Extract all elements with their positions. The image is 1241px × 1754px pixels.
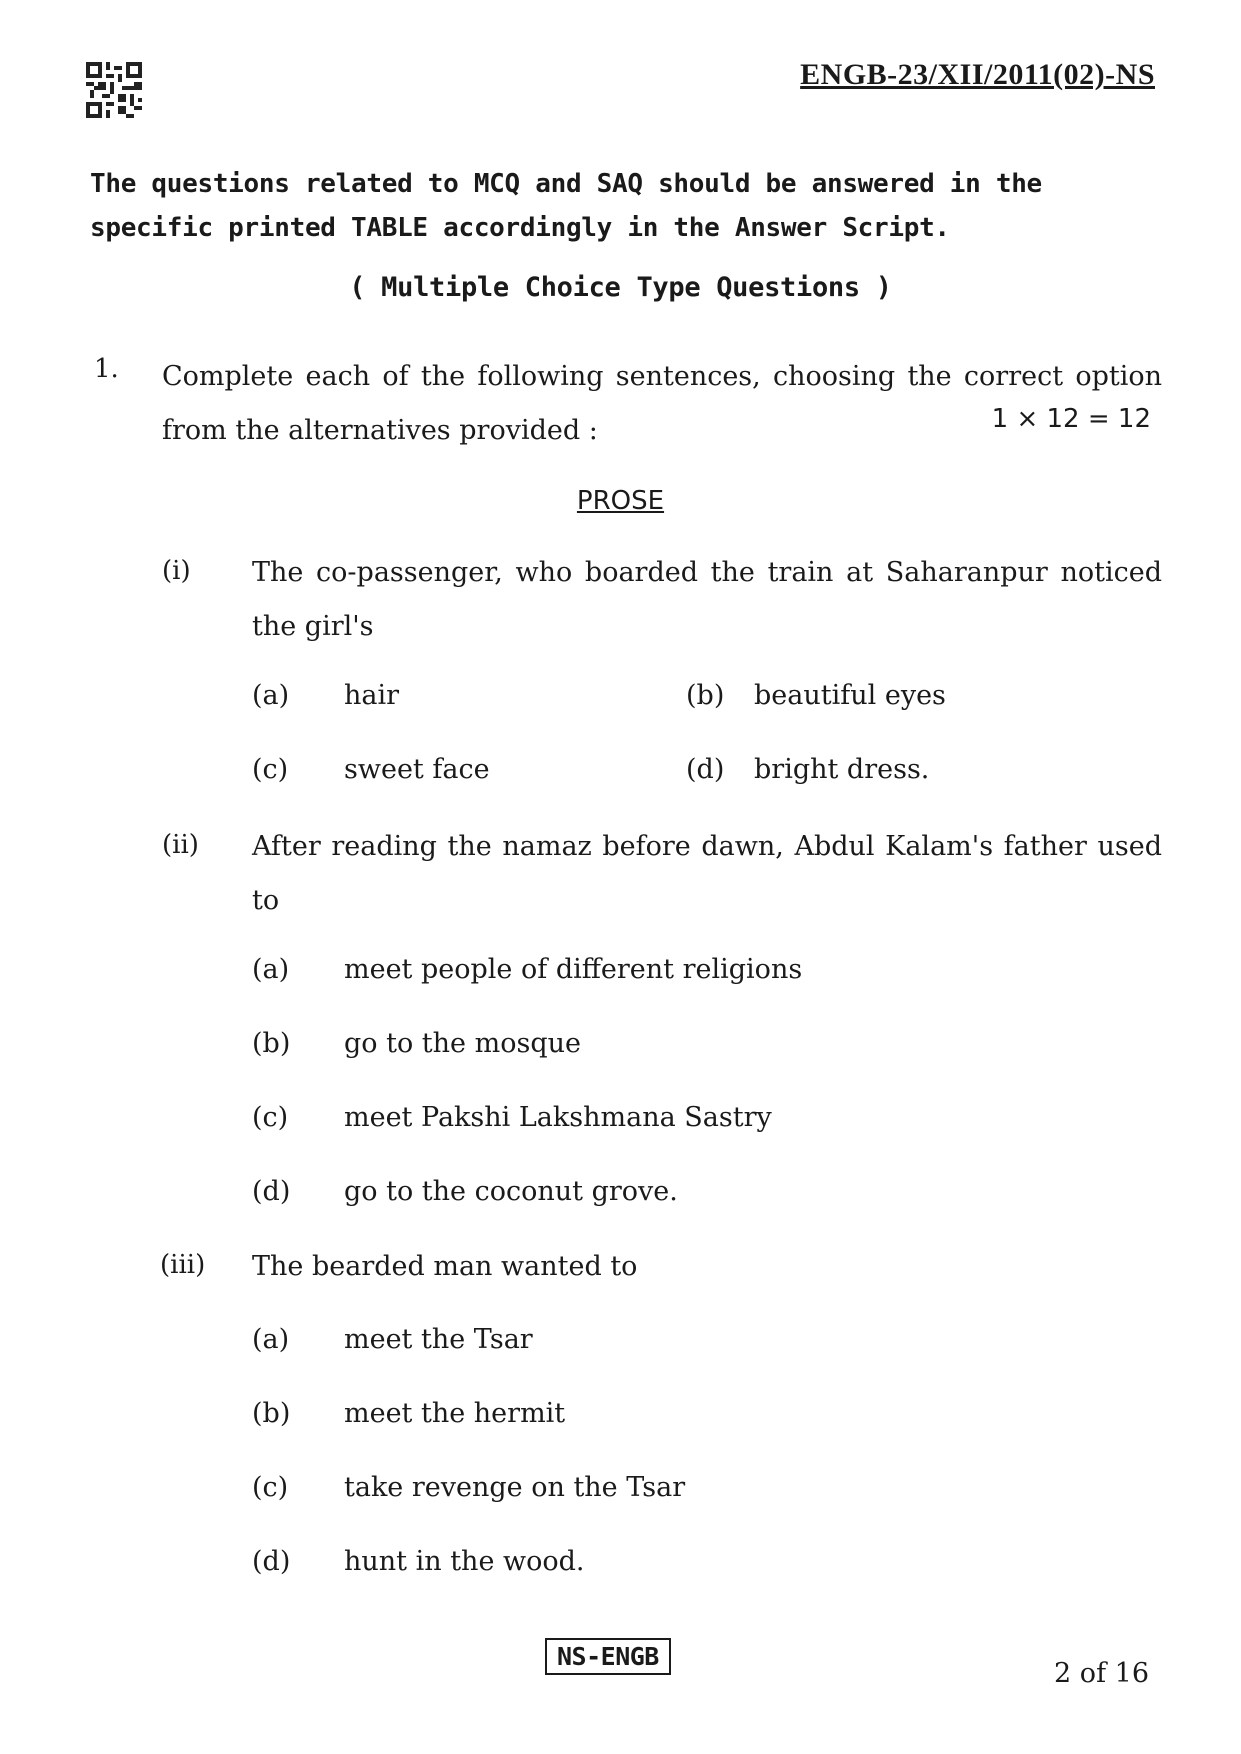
subheading-prose: PROSE	[576, 486, 665, 516]
option-item	[252, 1546, 585, 1577]
option-item	[686, 754, 929, 785]
option-text: bright dress.	[754, 754, 930, 785]
option-label: (d)	[252, 1176, 291, 1207]
option-label: (b)	[252, 1028, 291, 1059]
option-label: (c)	[252, 1472, 289, 1503]
paper-code: ENGB-23/XII/2011(02)-NS	[800, 58, 1155, 91]
option-text: go to the coconut grove.	[344, 1176, 678, 1207]
footer-code-box: NS-ENGB	[545, 1638, 671, 1675]
option-label: (c)	[252, 754, 289, 785]
option-label: (d)	[252, 1546, 291, 1577]
option-item	[252, 1324, 533, 1355]
option-item	[252, 1028, 581, 1059]
option-text: go to the mosque	[344, 1028, 581, 1059]
option-text: meet Pakshi Lakshmana Sastry	[344, 1102, 772, 1133]
option-item	[252, 954, 802, 985]
option-item	[252, 1472, 685, 1503]
option-label: (c)	[252, 1102, 289, 1133]
subquestion-number: (iii)	[160, 1250, 206, 1280]
option-label: (d)	[686, 754, 725, 785]
option-item	[252, 1398, 565, 1429]
option-text: sweet face	[344, 754, 490, 785]
marks-allocation: 1 × 12 = 12	[991, 404, 1151, 434]
question-text: Complete each of the following sentences, choosing the correct option from the alternatives provided :	[162, 361, 1162, 446]
option-text: hair	[344, 680, 400, 711]
option-label: (a)	[252, 1324, 290, 1355]
instruction-text: The questions related to MCQ and SAQ should be answered in the specific printed TABLE accordingly in the Answer Script.	[90, 169, 1042, 243]
option-item	[252, 1176, 678, 1207]
option-item	[252, 680, 399, 711]
option-text: meet the Tsar	[344, 1324, 533, 1355]
subquestion-number: (ii)	[162, 830, 199, 860]
section-title: ( Multiple Choice Type Questions )	[349, 272, 892, 303]
subquestion-number: (i)	[162, 556, 191, 586]
page-number: 2 of 16	[1054, 1658, 1149, 1689]
option-item	[252, 1102, 772, 1133]
option-label: (a)	[252, 954, 290, 985]
option-label: (a)	[252, 680, 290, 711]
option-label: (b)	[686, 680, 725, 711]
option-item	[252, 754, 490, 785]
subquestion-text: The bearded man wanted to	[252, 1251, 638, 1282]
option-text: meet people of different religions	[344, 954, 803, 985]
option-text: hunt in the wood.	[344, 1546, 585, 1577]
option-label: (b)	[252, 1398, 291, 1429]
question-number: 1.	[94, 354, 119, 384]
subquestion-text: After reading the namaz before dawn, Abdul Kalam's father used to	[252, 831, 1162, 916]
subquestion-text: The co-passenger, who boarded the train at Saharanpur noticed the girl's	[252, 557, 1162, 642]
qr-code-icon	[86, 62, 142, 118]
option-item	[686, 680, 946, 711]
option-text: beautiful eyes	[754, 680, 946, 711]
option-text: take revenge on the Tsar	[344, 1472, 686, 1503]
option-text: meet the hermit	[344, 1398, 566, 1429]
